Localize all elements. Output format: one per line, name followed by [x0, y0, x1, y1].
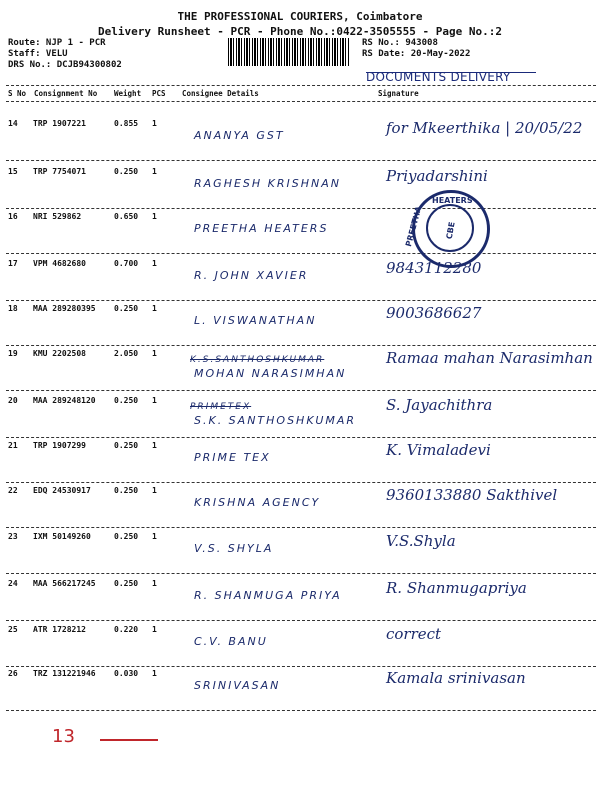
row-pcs: 1: [152, 669, 157, 678]
col-weight: Weight: [114, 89, 142, 98]
seal-left-text: PREETHA: [403, 205, 424, 248]
row-sno: 16: [8, 212, 18, 221]
row-weight: 0.250: [114, 396, 139, 405]
documents-delivery-stamp: DOCUMENTS DELIVERY: [366, 70, 511, 84]
row-signature: Kamala srinivasan: [386, 669, 526, 687]
row-consignment: KMU 2202508: [33, 349, 86, 358]
row-divider: [6, 160, 596, 161]
col-signature: Signature: [378, 89, 419, 98]
row-consignment: TRP 1907299: [33, 441, 86, 450]
row-struck-name: K.S.SANTHOSHKUMAR: [190, 355, 325, 365]
row-signature: R. Shanmugapriya: [386, 579, 527, 597]
seal-top-text: HEATERS: [432, 196, 473, 205]
row-sno: 25: [8, 625, 18, 634]
row-pcs: 1: [152, 167, 157, 176]
row-signature: 9843112280: [386, 259, 482, 277]
row-pcs: 1: [152, 441, 157, 450]
row-weight: 0.030: [114, 669, 139, 678]
row-sno: 21: [8, 441, 18, 450]
row-pcs: 1: [152, 119, 157, 128]
row-signature: Ramaa mahan Narasimhan: [386, 349, 593, 367]
row-consignment: MAA 289280395: [33, 304, 96, 313]
row-consignment: MAA 289248120: [33, 396, 96, 405]
staff-label: Staff: VELU: [8, 49, 68, 59]
row-consignment: MAA 566217245: [33, 579, 96, 588]
row-weight: 0.250: [114, 304, 139, 313]
runsheet-subtitle: Delivery Runsheet - PCR - Phone No.:0422-3505555 - Page No.:2: [98, 25, 502, 38]
row-consignment: ATR 1728212: [33, 625, 86, 634]
col-pcs: PCS: [152, 89, 166, 98]
col-consignee: Consignee Details: [182, 89, 259, 98]
row-consignee: KRISHNA AGENCY: [194, 496, 321, 509]
row-pcs: 1: [152, 532, 157, 541]
row-weight: 0.250: [114, 532, 139, 541]
row-signature: 9360133880 Sakthivel: [386, 486, 558, 504]
row-sno: 26: [8, 669, 18, 678]
row-weight: 2.050: [114, 349, 139, 358]
drs-number: DRS No.: DCJB94300802: [8, 60, 122, 70]
row-weight: 0.250: [114, 579, 139, 588]
row-consignee: PREETHA HEATERS: [194, 222, 329, 235]
row-signature: K. Vimaladevi: [386, 441, 491, 459]
row-weight: 0.700: [114, 259, 139, 268]
row-consignee: R. JOHN XAVIER: [194, 269, 309, 282]
row-divider: [6, 710, 596, 711]
row-consignee: RAGHESH KRISHNAN: [194, 177, 342, 190]
total-count-underline: [100, 739, 158, 741]
row-consignee: L. VISWANATHAN: [194, 314, 317, 327]
row-consignee: SRINIVASAN: [194, 679, 281, 692]
row-divider: [6, 253, 596, 254]
row-sno: 19: [8, 349, 18, 358]
row-pcs: 1: [152, 579, 157, 588]
row-signature: 9003686627: [386, 304, 482, 322]
total-count-note: 13: [52, 726, 75, 747]
row-consignee: C.V. BANU: [194, 635, 268, 648]
row-consignment: TRP 1907221: [33, 119, 86, 128]
row-divider: [6, 573, 596, 574]
row-weight: 0.250: [114, 167, 139, 176]
company-title: THE PROFESSIONAL COURIERS, Coimbatore: [177, 10, 423, 23]
row-struck-name: PRIMETEX: [190, 402, 252, 412]
row-consignee: MOHAN NARASIMHAN: [194, 367, 347, 380]
row-weight: 0.650: [114, 212, 139, 221]
row-consignee: V.S. SHYLA: [194, 542, 274, 555]
row-signature: S. Jayachithra: [386, 396, 493, 414]
row-sno: 17: [8, 259, 18, 268]
row-sno: 20: [8, 396, 18, 405]
row-consignee: S.K. SANTHOSHKUMAR: [194, 414, 357, 427]
row-sno: 15: [8, 167, 18, 176]
row-weight: 0.220: [114, 625, 139, 634]
row-weight: 0.250: [114, 441, 139, 450]
row-signature: Priyadarshini: [386, 167, 488, 185]
row-sno: 14: [8, 119, 18, 128]
row-pcs: 1: [152, 349, 157, 358]
row-sno: 18: [8, 304, 18, 313]
header-rule-top: [6, 85, 596, 86]
row-consignment: NRI 529862: [33, 212, 82, 221]
row-divider: [6, 390, 596, 391]
row-weight: 0.855: [114, 119, 139, 128]
barcode: [228, 38, 350, 66]
row-sno: 24: [8, 579, 18, 588]
row-consignment: VPM 4682680: [33, 259, 86, 268]
row-sno: 23: [8, 532, 18, 541]
row-pcs: 1: [152, 304, 157, 313]
row-pcs: 1: [152, 259, 157, 268]
row-pcs: 1: [152, 486, 157, 495]
row-consignment: IXM 50149260: [33, 532, 91, 541]
route-label: Route: NJP 1 - PCR: [8, 38, 106, 48]
row-pcs: 1: [152, 396, 157, 405]
row-pcs: 1: [152, 212, 157, 221]
table-row: [0, 665, 600, 725]
col-sno: S No: [8, 89, 27, 98]
row-consignee: ANANYA GST: [194, 129, 285, 142]
row-consignee: PRIME TEX: [194, 451, 271, 464]
row-consignment: EDQ 24530917: [33, 486, 91, 495]
header-rule-bottom: [6, 101, 596, 102]
row-consignment: TRP 7754071: [33, 167, 86, 176]
row-signature: for Mkeerthika | 20/05/22: [386, 119, 583, 137]
row-weight: 0.250: [114, 486, 139, 495]
row-consignee: R. SHANMUGA PRIYA: [194, 589, 342, 602]
seal-center-text: CBE: [444, 221, 457, 240]
row-signature: V.S.Shyla: [386, 532, 456, 550]
rs-date: RS Date: 20-May-2022: [362, 49, 471, 59]
rs-number: RS No.: 943008: [362, 38, 438, 48]
row-consignment: TRZ 131221946: [33, 669, 96, 678]
col-consignment: Consignment No: [34, 89, 98, 98]
row-sno: 22: [8, 486, 18, 495]
row-signature: correct: [386, 625, 442, 643]
row-pcs: 1: [152, 625, 157, 634]
